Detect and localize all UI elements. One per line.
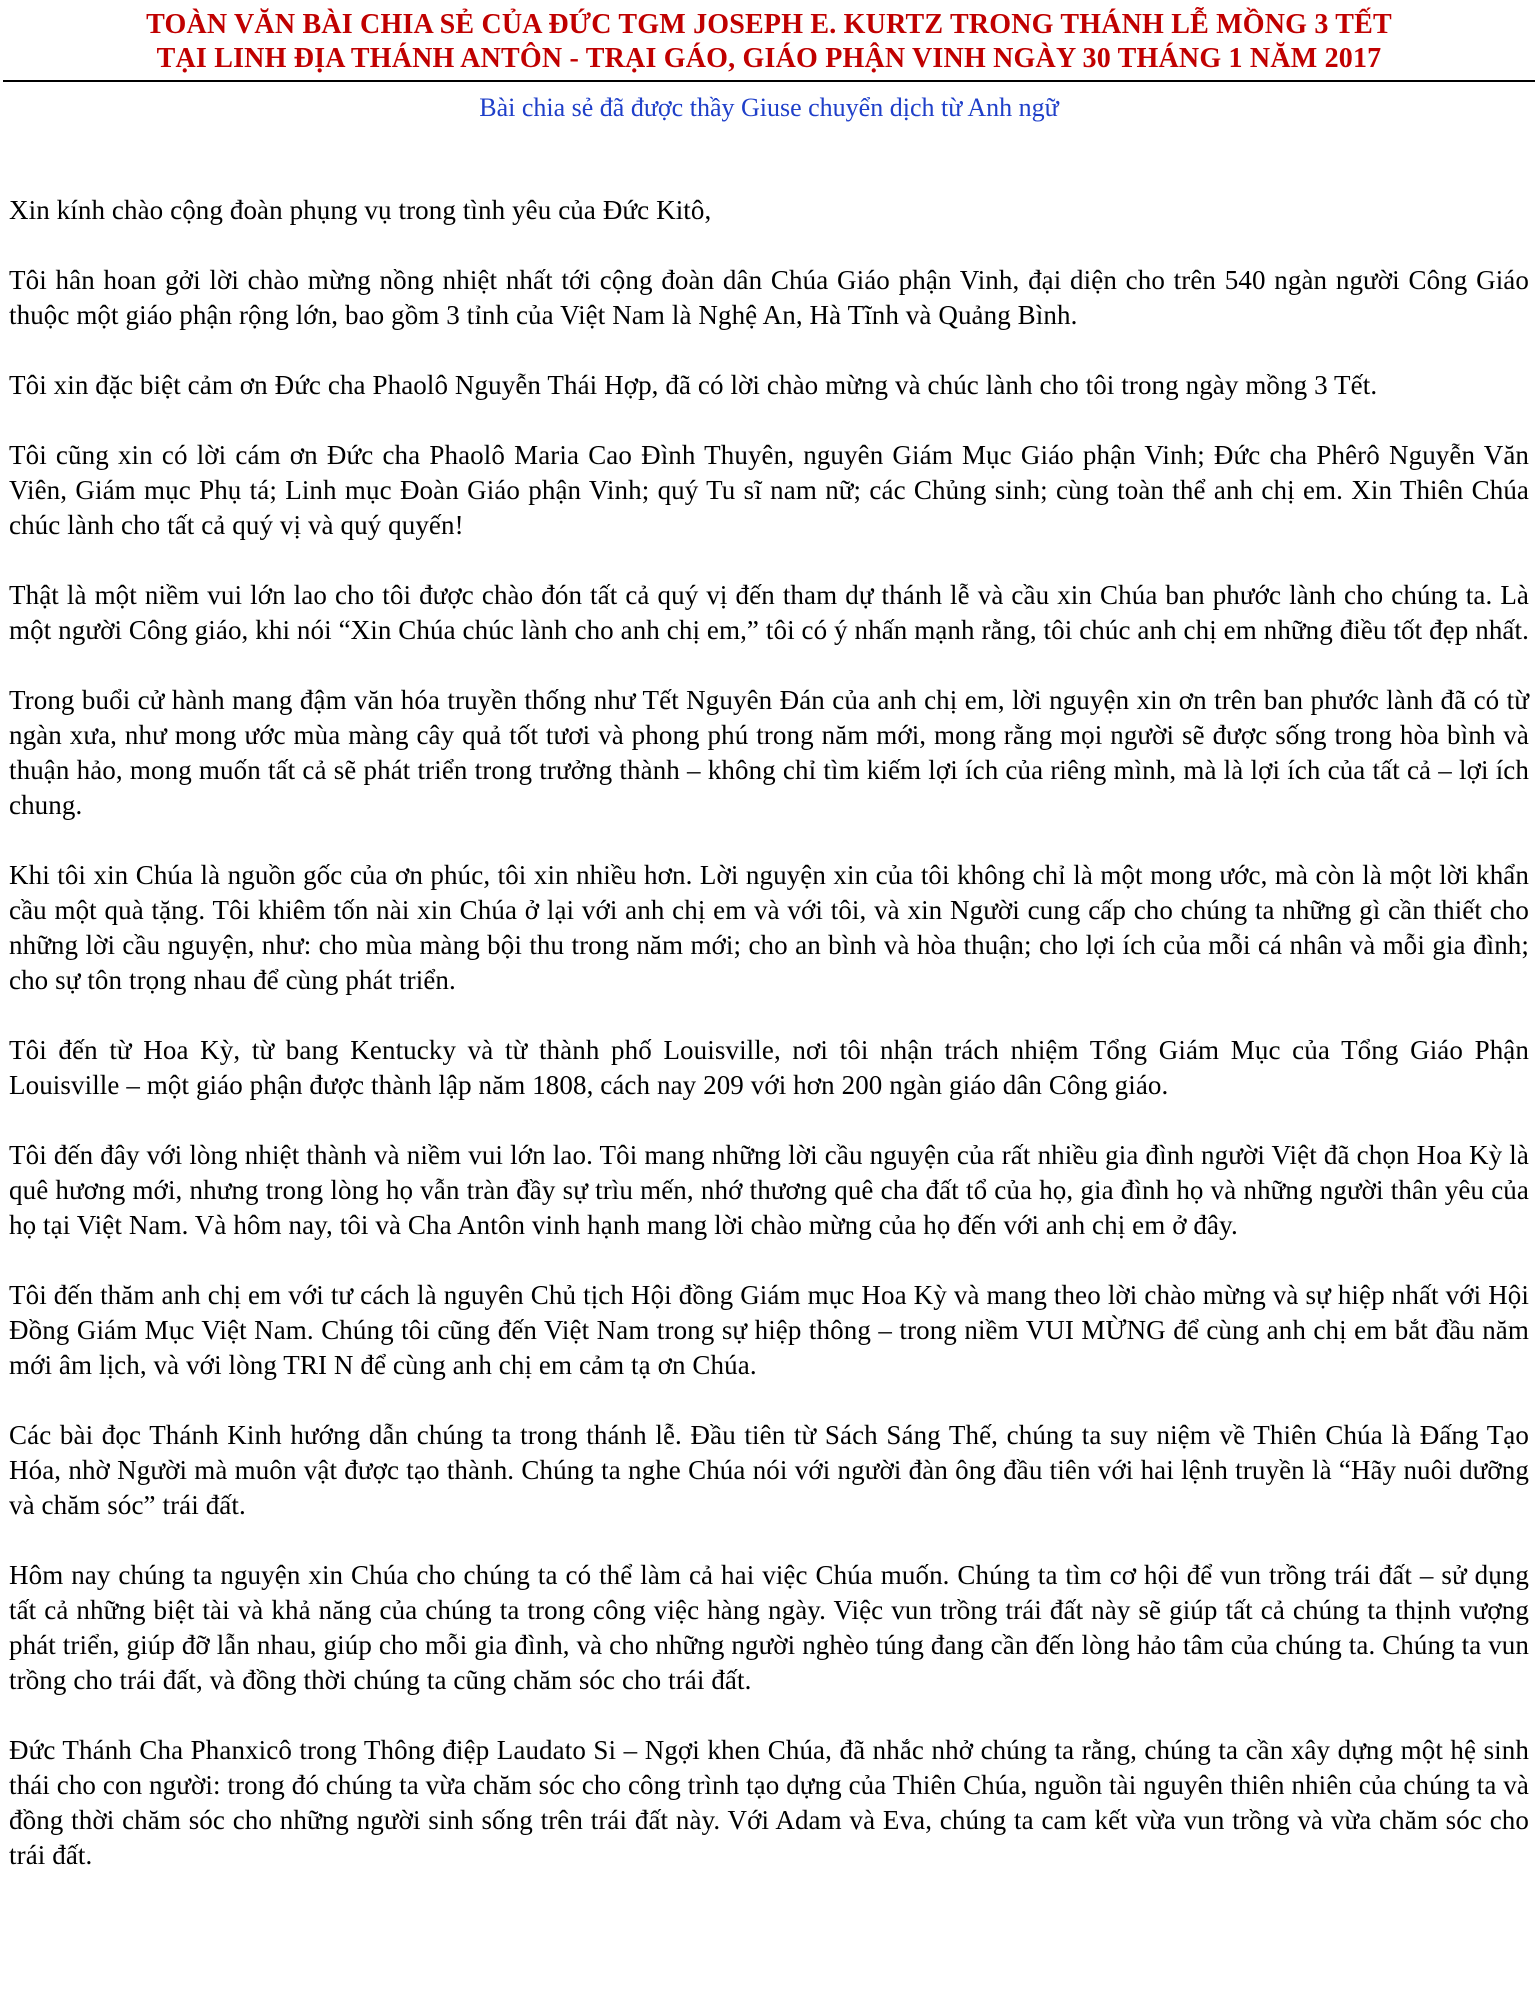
paragraph-laudato-si: Đức Thánh Cha Phanxicô trong Thông điệp Laudato Si – Ngợi khen Chúa, đã nhắc nhở chúng ta rằng, chúng ta cần xây dựng một hệ sinh thái cho con người: trong đó chúng ta vừa chăm sóc cho công trình tạo dựng của Thiên Chúa, nguồn tài nguyên thiên nhiên của chúng ta và đồng thời chăm sóc cho những người sinh sống trên trái đất này. Với Adam và Eva, chúng ta cam kết vừa vun trồng và vừa chăm sóc cho trái đất. <box>9 1735 1529 1870</box>
paragraph-cultivate: Hôm nay chúng ta nguyện xin Chúa cho chúng ta có thể làm cả hai việc Chúa muốn. Chúng ta tìm cơ hội để vun trồng trái đất – sử dụng tất cả những biệt tài và khả năng của chúng ta trong công việc hàng ngày. Việc vun trồng trái đất này sẽ giúp tất cả chúng ta thịnh vượng phát triển, giúp đỡ lẫn nhau, giúp cho mỗi gia đình, và cho những người nghèo túng đang cần đến lòng hảo tâm của chúng ta. Chúng ta vun trồng cho trái đất, và đồng thời chúng ta cũng chăm sóc cho trái đất. <box>9 1560 1529 1695</box>
paragraph-thanks-all: Tôi cũng xin có lời cám ơn Đức cha Phaolô Maria Cao Đình Thuyên, nguyên Giám Mục Giáo phận Vinh; Đức cha Phêrô Nguyễn Văn Viên, Giám mục Phụ tá; Linh mục Đoàn Giáo phận Vinh; quý Tu sĩ nam nữ; các Chủng sinh; cùng toàn thể anh chị em. Xin Thiên Chúa chúc lành cho tất cả quý vị và quý quyến! <box>9 440 1529 540</box>
paragraph-origin: Tôi đến từ Hoa Kỳ, từ bang Kentucky và từ thành phố Louisville, nơi tôi nhận trách nhiệm Tổng Giám Mục của Tổng Giáo Phận Louisville – một giáo phận được thành lập năm 1808, cách nay 209 với hơn 200 ngàn giáo dân Công giáo. <box>9 1035 1529 1100</box>
title-line-1: TOÀN VĂN BÀI CHIA SẺ CỦA ĐỨC TGM JOSEPH E. KURTZ TRONG THÁNH LỄ MỒNG 3 TẾT <box>146 9 1392 40</box>
title-divider <box>3 80 1535 82</box>
paragraph-welcome: Tôi hân hoan gởi lời chào mừng nồng nhiệt nhất tới cộng đoàn dân Chúa Giáo phận Vinh, đại diện cho trên 540 ngàn người Công Giáo thuộc một giáo phận rộng lớn, bao gồm 3 tỉnh của Việt Nam là Nghệ An, Hà Tĩnh và Quảng Bình. <box>9 265 1529 330</box>
paragraph-conference: Tôi đến thăm anh chị em với tư cách là nguyên Chủ tịch Hội đồng Giám mục Hoa Kỳ và mang theo lời chào mừng và sự hiệp nhất với Hội Đồng Giám Mục Việt Nam. Chúng tôi cũng đến Việt Nam trong sự hiệp thông – trong niềm VUI MỪNG để cùng anh chị em bắt đầu năm mới âm lịch, và với lòng TRI N để cùng anh chị em cảm tạ ơn Chúa. <box>9 1280 1529 1380</box>
paragraph-tet-tradition: Trong buổi cử hành mang đậm văn hóa truyền thống như Tết Nguyên Đán của anh chị em, lời nguyện xin ơn trên ban phước lành đã có từ ngàn xưa, như mong ước mùa màng cây quả tốt tươi và phong phú trong năm mới, mong rằng mọi người sẽ được sống trong hòa bình và thuận hảo, mong muốn tất cả sẽ phát triển trong trưởng thành – không chỉ tìm kiếm lợi ích của riêng mình, mà là lợi ích của tất cả – lợi ích chung. <box>9 685 1529 820</box>
paragraph-families: Tôi đến đây với lòng nhiệt thành và niềm vui lớn lao. Tôi mang những lời cầu nguyện của rất nhiều gia đình người Việt đã chọn Hoa Kỳ là quê hương mới, nhưng trong lòng họ vẫn tràn đầy sự trìu mến, nhớ thương quê cha đất tổ của họ, gia đình họ và những người thân yêu của họ tại Việt Nam. Và hôm nay, tôi và Cha Antôn vinh hạnh mang lời chào mừng của họ đến với anh chị em ở đây. <box>9 1140 1529 1240</box>
title-line-2: TẠI LINH ĐỊA THÁNH ANTÔN - TRẠI GÁO, GIÁO PHẬN VINH NGÀY 30 THÁNG 1 NĂM 2017 <box>156 43 1382 74</box>
document-title <box>0 8 1538 76</box>
paragraph-prayer: Khi tôi xin Chúa là nguồn gốc của ơn phúc, tôi xin nhiều hơn. Lời nguyện xin của tôi không chỉ là một mong ước, mà còn là một lời khẩn cầu một quà tặng. Tôi khiêm tốn nài xin Chúa ở lại với anh chị em và với tôi, và xin Người cung cấp cho chúng ta những gì cần thiết cho những lời cầu nguyện, như: cho mùa màng bội thu trong năm mới; cho an bình và hòa thuận; cho lợi ích của mỗi cá nhân và mỗi gia đình; cho sự tôn trọng nhau để cùng phát triển. <box>9 860 1529 995</box>
document-subtitle: Bài chia sẻ đã được thầy Giuse chuyển dịch từ Anh ngữ <box>479 93 1059 122</box>
paragraph-joy: Thật là một niềm vui lớn lao cho tôi được chào đón tất cả quý vị đến tham dự thánh lễ và cầu xin Chúa ban phước lành cho chúng ta. Là một người Công giáo, khi nói “Xin Chúa chúc lành cho anh chị em,” tôi có ý nhấn mạnh rằng, tôi chúc anh chị em những điều tốt đẹp nhất. <box>9 580 1529 645</box>
paragraph-readings: Các bài đọc Thánh Kinh hướng dẫn chúng ta trong thánh lễ. Đầu tiên từ Sách Sáng Thế, chúng ta suy niệm về Thiên Chúa là Đấng Tạo Hóa, nhờ Người mà muôn vật được tạo thành. Chúng ta nghe Chúa nói với người đàn ông đầu tiên với hai lệnh truyền là “Hãy nuôi dưỡng và chăm sóc” trái đất. <box>9 1420 1529 1520</box>
paragraph-thanks-bishop: Tôi xin đặc biệt cảm ơn Đức cha Phaolô Nguyễn Thái Hợp, đã có lời chào mừng và chúc lành cho tôi trong ngày mồng 3 Tết. <box>9 370 1378 400</box>
document-body <box>9 193 1529 1908</box>
paragraph-greeting: Xin kính chào cộng đoàn phụng vụ trong tình yêu của Đức Kitô, <box>9 195 712 225</box>
